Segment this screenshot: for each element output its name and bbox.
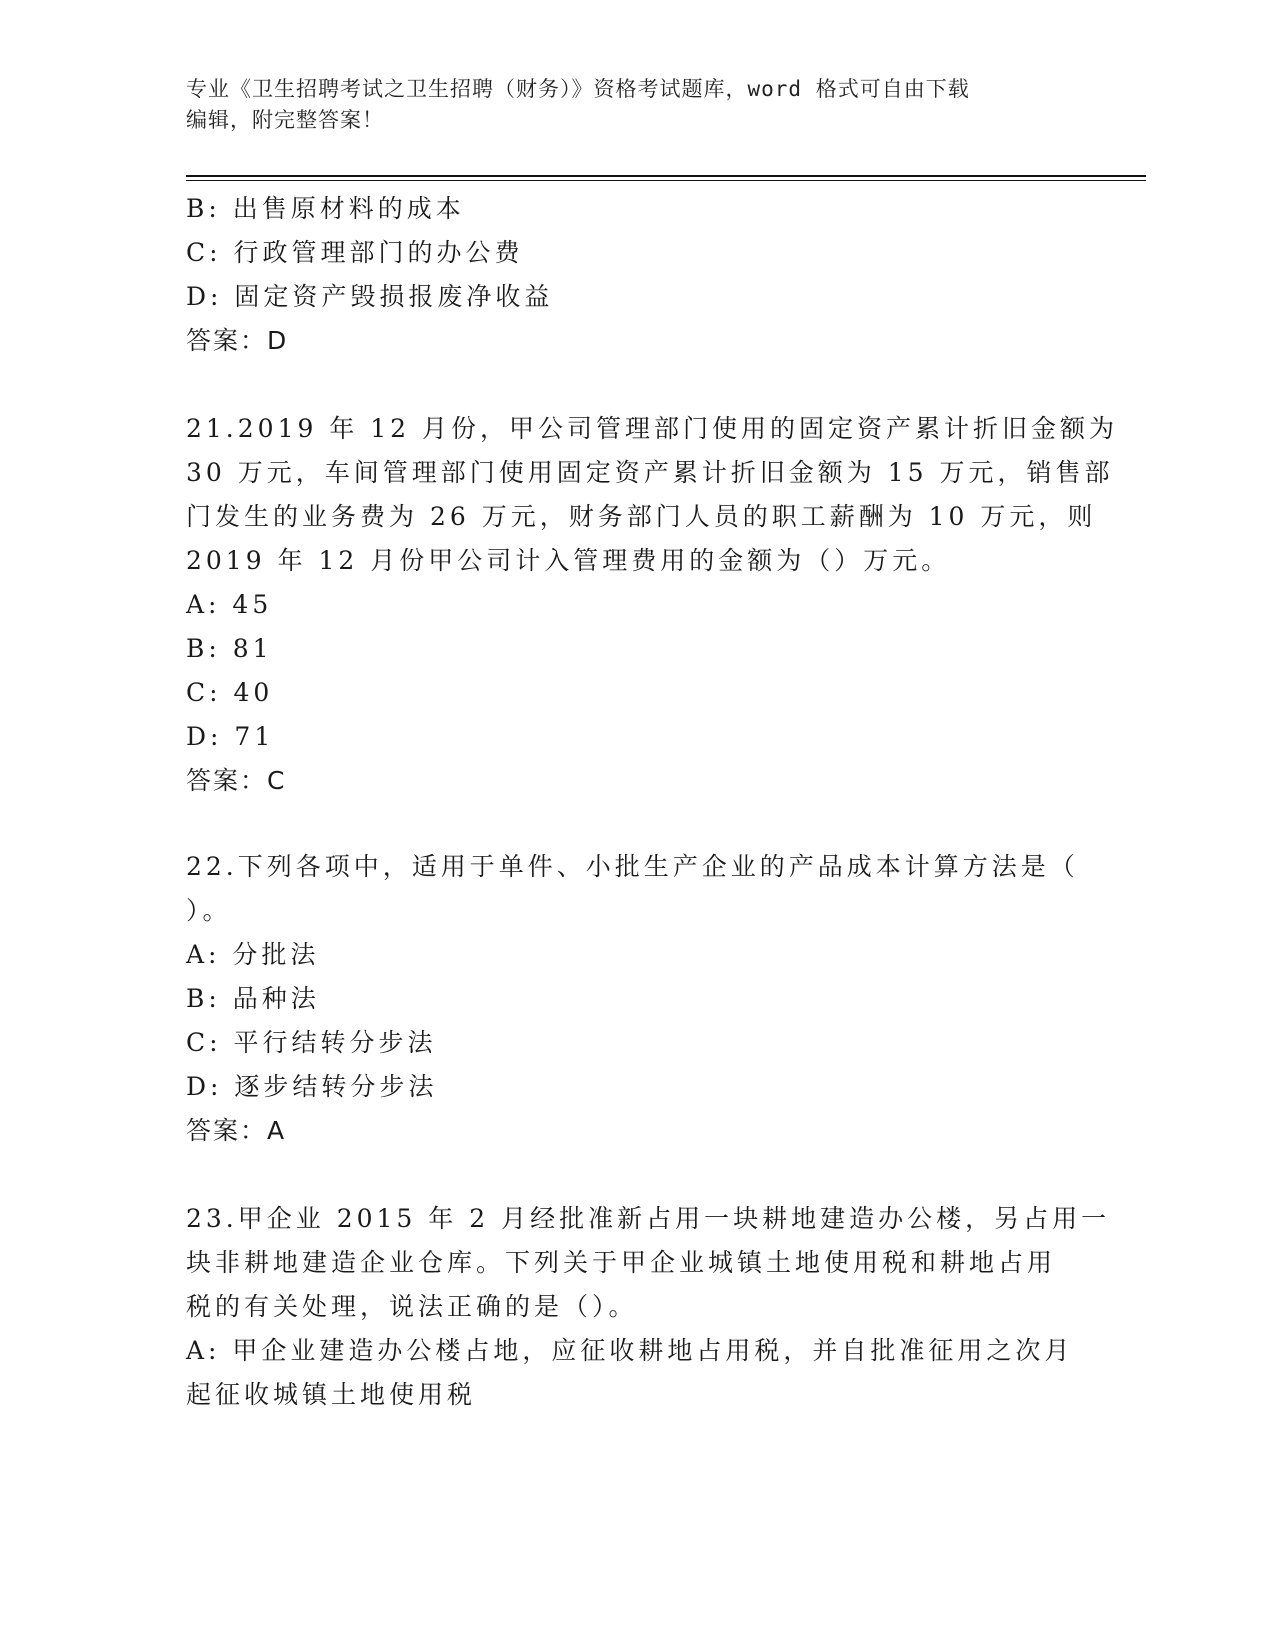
q22-option-d: D: 逐步结转分步法 bbox=[186, 1072, 438, 1101]
prev-answer: 答案：D bbox=[186, 326, 289, 355]
prev-option-d: D: 固定资产毁损报废净收益 bbox=[186, 282, 554, 311]
q21-option-d: D: 71 bbox=[186, 722, 275, 751]
q22-stem-line-1: 22.下列各项中，适用于单件、小批生产企业的产品成本计算方法是（ bbox=[186, 852, 1079, 881]
q23-stem-line-3: 税的有关处理，说法正确的是（）。 bbox=[186, 1292, 638, 1321]
header-divider-thick bbox=[186, 175, 1146, 177]
header-divider-thin bbox=[186, 180, 1146, 181]
q23-option-a-line-2: 起征收城镇土地使用税 bbox=[186, 1380, 477, 1409]
q22-option-c: C: 平行结转分步法 bbox=[186, 1028, 437, 1057]
q21-answer: 答案：C bbox=[186, 766, 287, 795]
q22-option-a: A: 分批法 bbox=[186, 940, 320, 969]
q21-option-a: A: 45 bbox=[186, 590, 273, 619]
q21-option-c: C: 40 bbox=[186, 678, 274, 707]
prev-option-b: B: 出售原材料的成本 bbox=[186, 194, 465, 223]
q22-stem-line-2: ）。 bbox=[186, 896, 232, 925]
q21-stem-line-3: 门发生的业务费为 26 万元，财务部门人员的职工薪酬为 10 万元，则 bbox=[186, 502, 1097, 531]
q21-option-b: B: 81 bbox=[186, 634, 273, 663]
header-line-2: 编辑，附完整答案！ bbox=[186, 108, 384, 132]
q22-option-b: B: 品种法 bbox=[186, 984, 320, 1013]
q21-stem-line-1: 21.2019 年 12 月份，甲公司管理部门使用的固定资产累计折旧金额为 bbox=[186, 414, 1119, 443]
q23-stem-line-1: 23.甲企业 2015 年 2 月经批准新占用一块耕地建造办公楼，另占用一 bbox=[186, 1204, 1111, 1233]
q22-answer: 答案：A bbox=[186, 1116, 287, 1145]
prev-option-c: C: 行政管理部门的办公费 bbox=[186, 238, 524, 267]
header-line-1: 专业《卫生招聘考试之卫生招聘（财务）》资格考试题库，word 格式可自由下载 bbox=[186, 77, 970, 101]
document-header bbox=[186, 74, 1086, 136]
q21-stem-line-4: 2019 年 12 月份甲公司计入管理费用的金额为（）万元。 bbox=[186, 546, 951, 575]
q23-option-a-line-1: A: 甲企业建造办公楼占地，应征收耕地占用税，并自批准征用之次月 bbox=[186, 1336, 1074, 1365]
q21-stem-line-2: 30 万元，车间管理部门使用固定资产累计折旧金额为 15 万元，销售部 bbox=[186, 458, 1114, 487]
q23-stem-line-2: 块非耕地建造企业仓库。下列关于甲企业城镇土地使用税和耕地占用 bbox=[186, 1248, 1057, 1277]
